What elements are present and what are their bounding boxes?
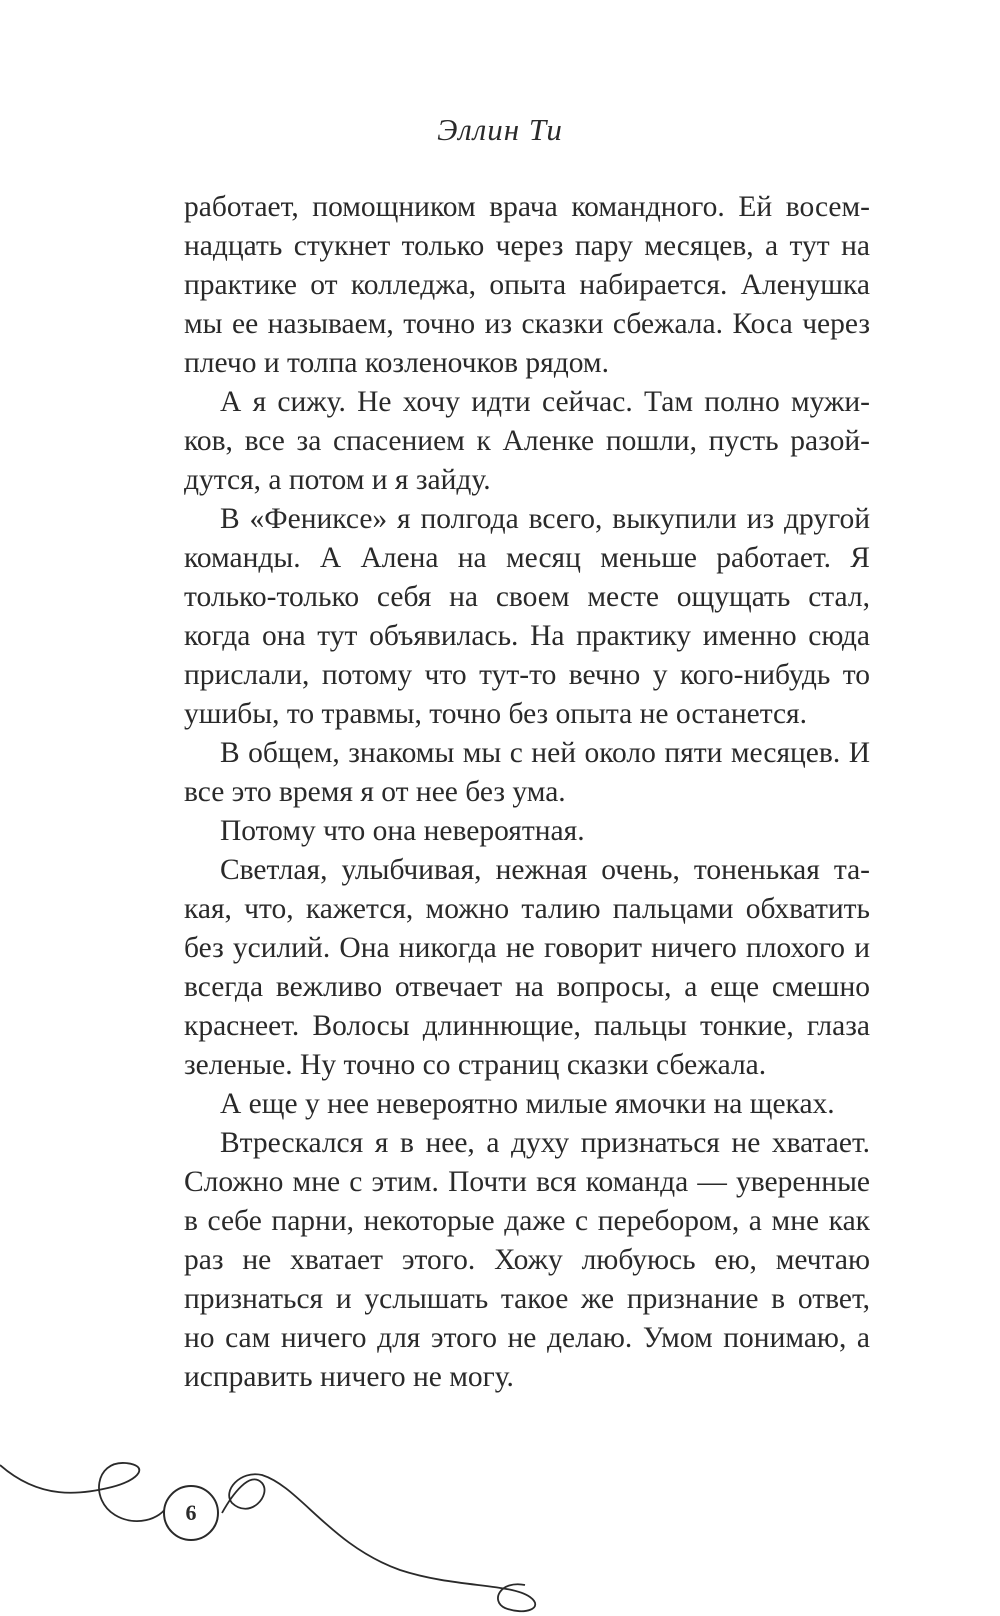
- paragraph-5: Потому что она невероятная.: [220, 815, 585, 847]
- paragraph-8: Втрескался я в нее, а духу признаться не хватает. Сложно мне с этим. Почти вся команда — уверенные в себе парни, некоторые даже с перебором, а мне как раз не хватает этого. Хожу любуюсь ею, мечтаю признаться и услышать такое же признание в ответ, но сам ничего для этого не делаю. Умом понимаю, а исправить ничего не могу.: [184, 1127, 870, 1393]
- paragraph-4: В общем, знакомы мы с ней около пяти месяцев. И все это время я от нее без ума.: [184, 737, 870, 808]
- running-head-author: Эллин Ти: [437, 112, 563, 147]
- paragraph-2: А я сижу. Не хочу идти сейчас. Там полно мужиков, все за спасением к Аленке пошли, пусть разойдутся, а потом и я зайду.: [184, 386, 870, 496]
- page-number: 6: [163, 1485, 219, 1541]
- paragraph-7: А еще у нее невероятно милые ямочки на щеках.: [220, 1088, 835, 1120]
- paragraph-6: Светлая, улыбчивая, нежная очень, тоненькая такая, что, кажется, можно талию пальцами обхватить без усилий. Она никогда не говорит ничего плохого и всегда вежливо отвечает на вопросы, а еще смешно краснеет. Волосы длиннющие, пальцы тонкие, глаза зеленые. Ну точно со страниц сказки сбежала.: [184, 854, 870, 1081]
- text-body: [184, 188, 870, 1397]
- swirl-ornament-icon: [0, 1425, 560, 1616]
- paragraph-1: работает, помощником врача командного. Ей восемнадцать стукнет только через пару месяцев, а тут на практике от колледжа, опыта набирается. Аленушка мы ее называем, точно из сказки сбежала. Коса через плечо и толпа козленочков рядом.: [184, 191, 870, 379]
- paragraph-3: В «Фениксе» я полгода всего, выкупили из другой команды. А Алена на месяц меньше работает. Я только-только себя на своем месте ощущать стал, когда она тут объявилась. На практику именно сюда прислали, потому что тут-то вечно у кого-нибудь то ушибы, то травмы, точно без опыта не останется.: [184, 503, 870, 730]
